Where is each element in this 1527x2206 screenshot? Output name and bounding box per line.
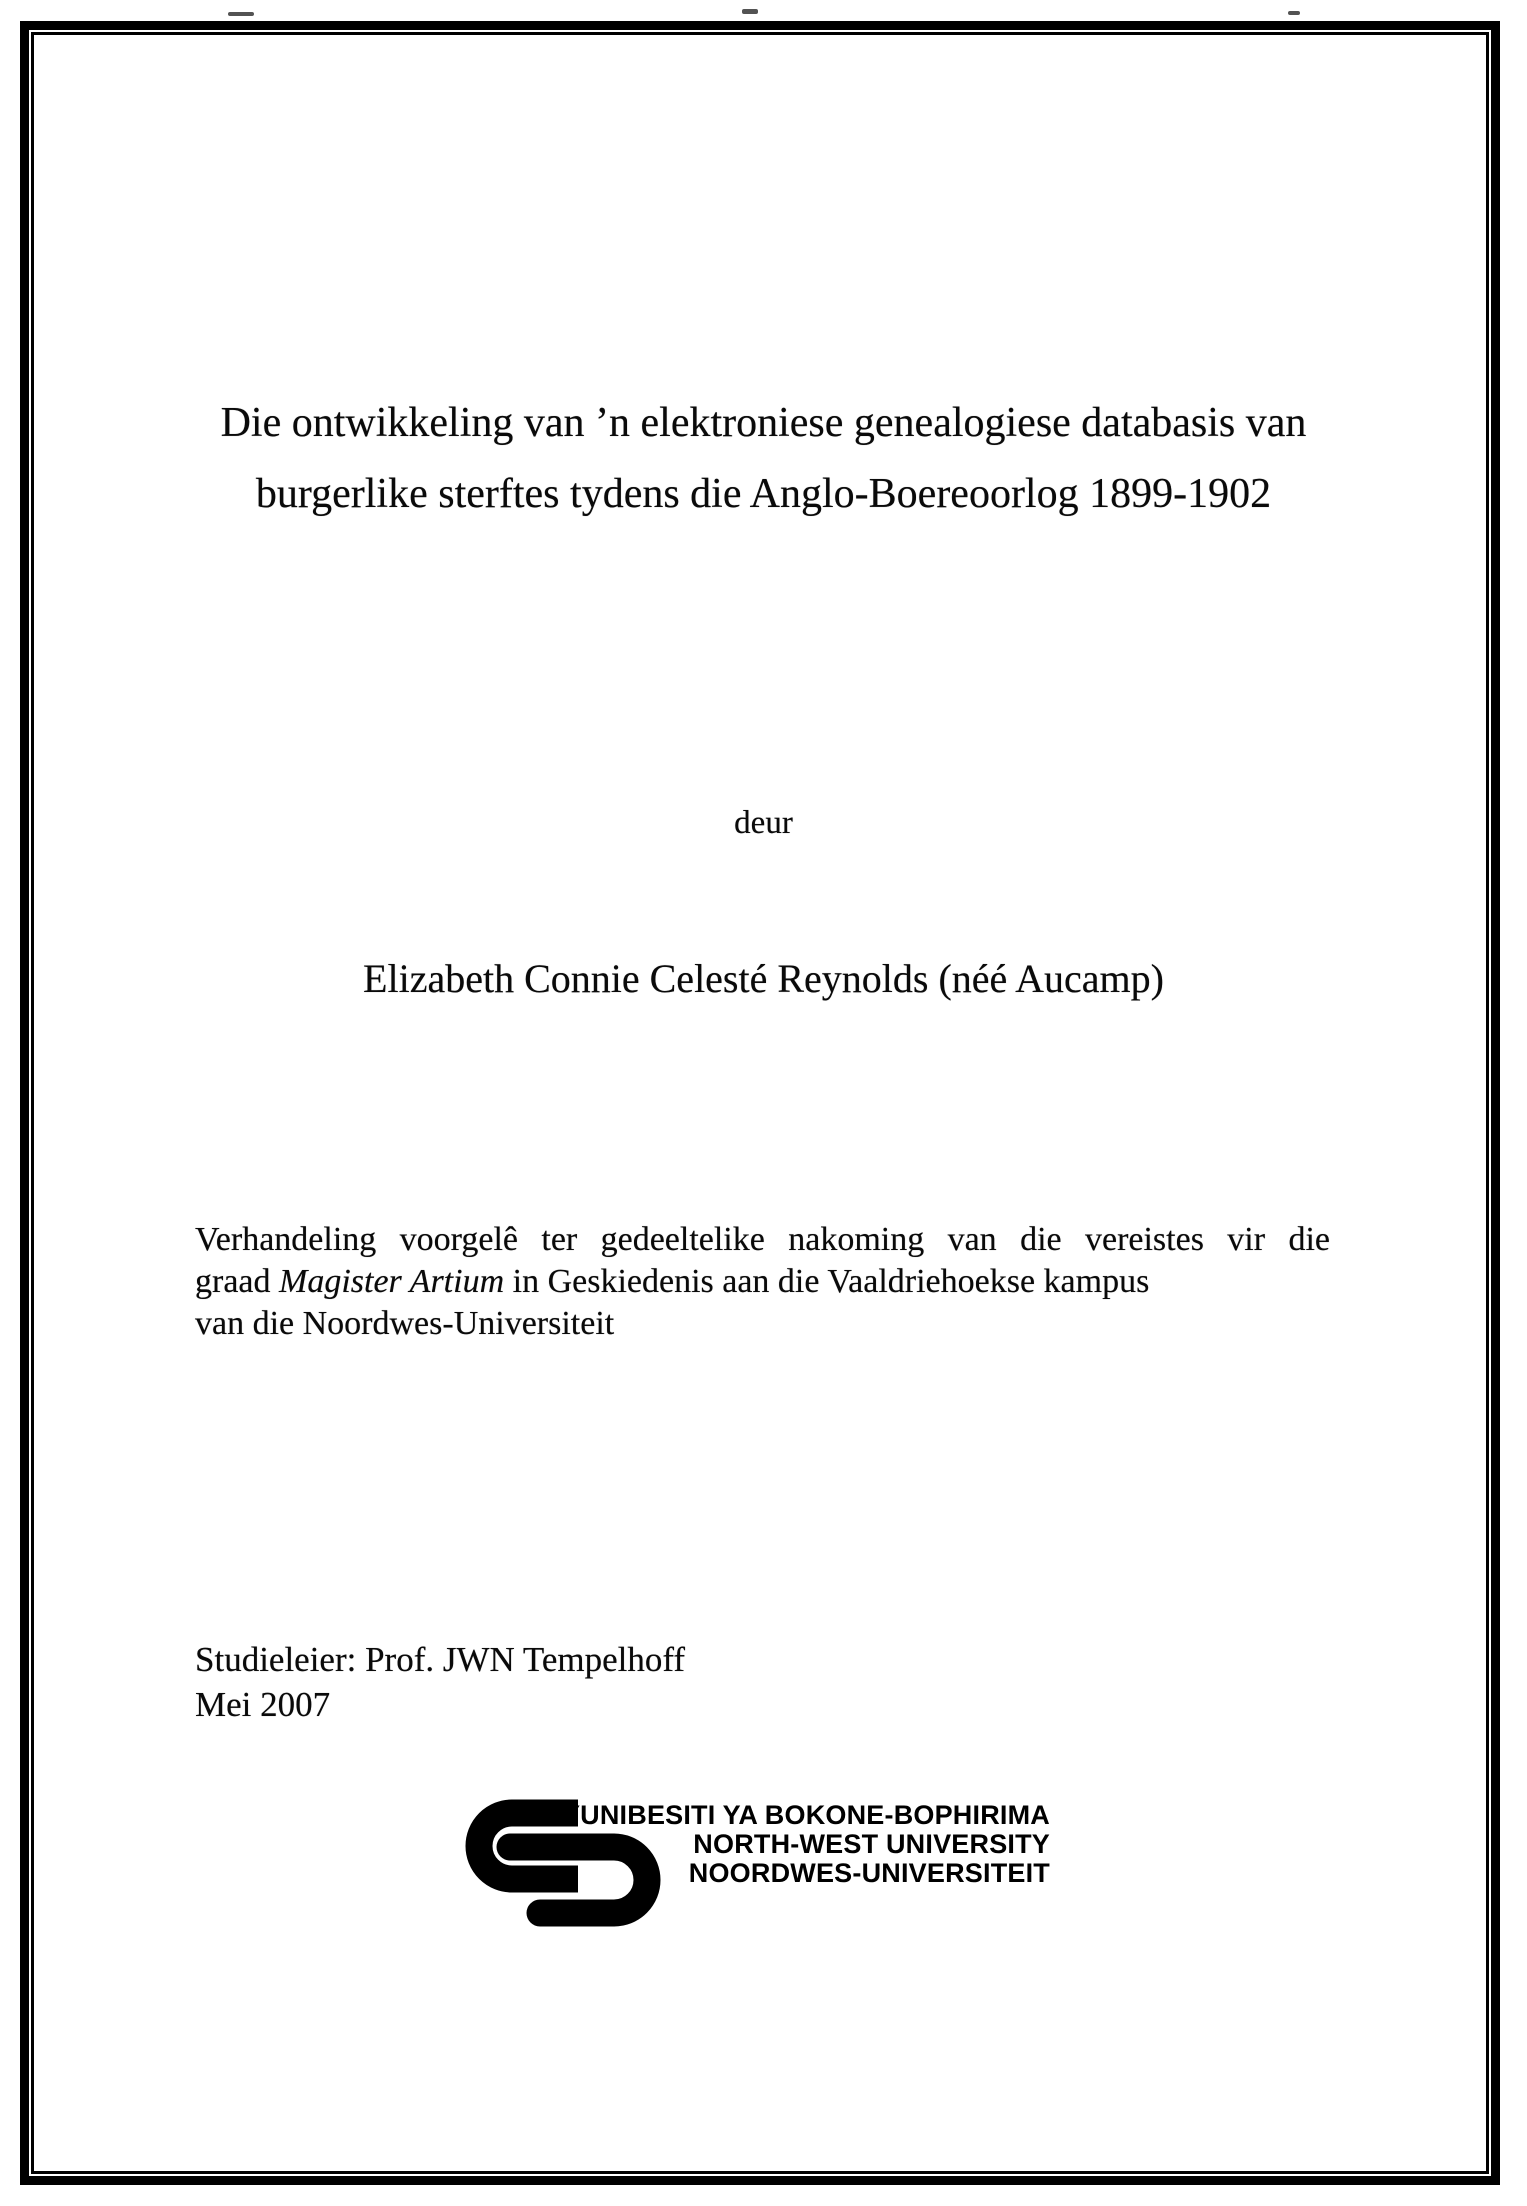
thesis-title-line2: burgerlike sterftes tydens die Anglo-Boereoorlog 1899-1902 [255, 471, 1272, 517]
statement-line3: van die Noordwes-Universiteit [195, 1305, 615, 1342]
statement-line2 [195, 1261, 1330, 1303]
scan-artifact [742, 9, 758, 14]
thesis-title [0, 388, 1527, 530]
date-line: Mei 2007 [195, 1685, 331, 1724]
thesis-title-line1: Die ontwikkeling van ’n elektroniese genealogiese databasis van [220, 400, 1307, 446]
thesis-statement [195, 1219, 1330, 1345]
byline-label: deur [734, 805, 793, 841]
statement-line2-prefix: graad [195, 1263, 280, 1300]
statement-line2-suffix: in Geskiedenis aan die Vaaldriehoekse kampus [504, 1263, 1150, 1300]
statement-line1: Verhandeling voorgelê ter gedeeltelike nakoming van die vereistes vir die [195, 1221, 1330, 1258]
logo-text-line3: NOORDWES-UNIVERSITEIT [688, 1858, 1050, 1888]
scan-artifact [228, 12, 254, 16]
university-logo [462, 1796, 1050, 1941]
university-logo-text [562, 1801, 1050, 1888]
supervisor-block [195, 1637, 685, 1727]
statement-degree-name: Magister Artium [279, 1263, 505, 1300]
scan-artifact [1288, 11, 1300, 15]
logo-text-line2: NORTH-WEST UNIVERSITY [693, 1829, 1050, 1859]
author-name: Elizabeth Connie Celesté Reynolds (néé Aucamp) [363, 956, 1164, 1001]
supervisor-line: Studieleier: Prof. JWN Tempelhoff [195, 1640, 686, 1679]
logo-text-line1: YUNIBESITI YA BOKONE-BOPHIRIMA [561, 1800, 1050, 1830]
